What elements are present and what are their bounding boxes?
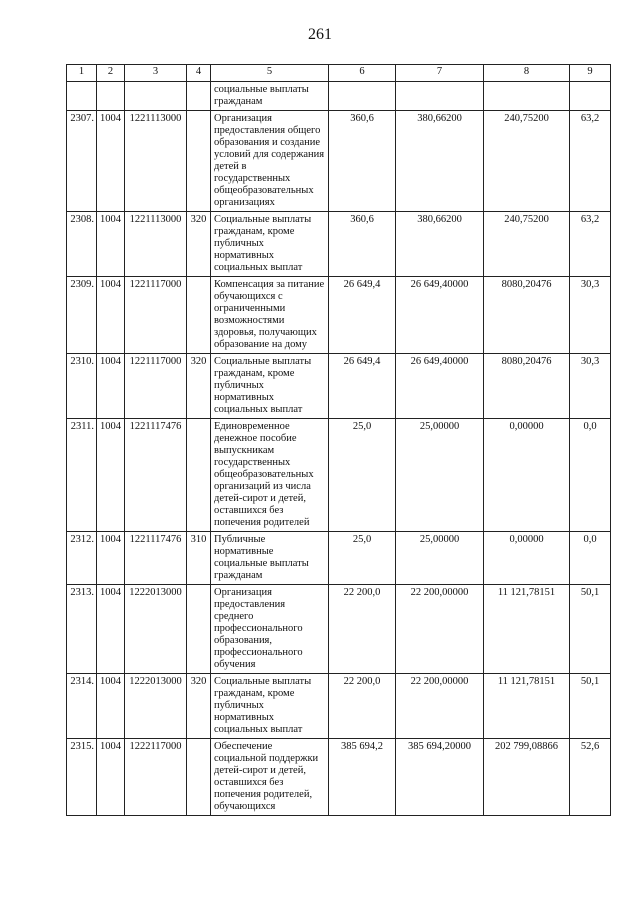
section-code: 1004 (97, 212, 125, 277)
target-article-code: 1221117000 (125, 277, 187, 354)
item-name: Компенсация за питание обучающихся с ограниченными возможностями здоровья, получающих образование на дому (211, 277, 329, 354)
col-header-7: 7 (396, 65, 484, 82)
value-col9: 52,6 (570, 739, 611, 816)
col-header-5: 5 (211, 65, 329, 82)
value-col6: 25,0 (329, 419, 396, 532)
value-col8: 8080,20476 (484, 277, 570, 354)
value-col8: 0,00000 (484, 532, 570, 585)
col-header-1: 1 (67, 65, 97, 82)
section-code: 1004 (97, 585, 125, 674)
target-article-code: 1221113000 (125, 111, 187, 212)
row-number: 2314. (67, 674, 97, 739)
section-code: 1004 (97, 532, 125, 585)
value-col7: 380,66200 (396, 212, 484, 277)
value-col8: 240,75200 (484, 212, 570, 277)
value-col8: 0,00000 (484, 419, 570, 532)
target-article-code: 1222013000 (125, 674, 187, 739)
expense-type-code (187, 82, 211, 111)
col-header-8: 8 (484, 65, 570, 82)
value-col7: 25,00000 (396, 532, 484, 585)
table-row (67, 585, 611, 674)
row-number: 2309. (67, 277, 97, 354)
expense-type-code (187, 419, 211, 532)
target-article-code: 1221117476 (125, 532, 187, 585)
budget-table (66, 64, 611, 816)
target-article-code: 1221117476 (125, 419, 187, 532)
expense-type-code: 310 (187, 532, 211, 585)
row-number: 2308. (67, 212, 97, 277)
target-article-code: 1222117000 (125, 739, 187, 816)
row-number: 2311. (67, 419, 97, 532)
value-col8: 202 799,08866 (484, 739, 570, 816)
expense-type-code (187, 277, 211, 354)
row-number: 2315. (67, 739, 97, 816)
section-code: 1004 (97, 739, 125, 816)
item-name: Организация предоставления общего образования и создание условий для содержания детей в государственных общеобразовательных организациях (211, 111, 329, 212)
item-name: Социальные выплаты гражданам, кроме публичных нормативных социальных выплат (211, 354, 329, 419)
expense-type-code (187, 585, 211, 674)
value-col6: 22 200,0 (329, 674, 396, 739)
item-name: Социальные выплаты гражданам, кроме публичных нормативных социальных выплат (211, 674, 329, 739)
row-number: 2313. (67, 585, 97, 674)
target-article-code: 1221117000 (125, 354, 187, 419)
table-row (67, 82, 611, 111)
value-col6 (329, 82, 396, 111)
value-col7: 385 694,20000 (396, 739, 484, 816)
col-header-2: 2 (97, 65, 125, 82)
table-row (67, 111, 611, 212)
value-col8 (484, 82, 570, 111)
section-code: 1004 (97, 419, 125, 532)
value-col9: 50,1 (570, 585, 611, 674)
section-code: 1004 (97, 674, 125, 739)
expense-type-code: 320 (187, 354, 211, 419)
col-header-4: 4 (187, 65, 211, 82)
value-col9: 63,2 (570, 212, 611, 277)
value-col9 (570, 82, 611, 111)
value-col6: 360,6 (329, 212, 396, 277)
value-col7: 26 649,40000 (396, 277, 484, 354)
value-col7: 380,66200 (396, 111, 484, 212)
table-row (67, 532, 611, 585)
row-number: 2312. (67, 532, 97, 585)
target-article-code (125, 82, 187, 111)
value-col7 (396, 82, 484, 111)
value-col6: 360,6 (329, 111, 396, 212)
value-col8: 8080,20476 (484, 354, 570, 419)
item-name: Обеспечение социальной поддержки детей-сирот и детей, оставшихся без попечения родителей, обучающихся (211, 739, 329, 816)
value-col9: 30,3 (570, 277, 611, 354)
section-code: 1004 (97, 111, 125, 212)
value-col9: 63,2 (570, 111, 611, 212)
item-name: Единовременное денежное пособие выпускникам государственных общеобразовательных организаций из числа детей-сирот и детей, оставшихся без попечения родителей (211, 419, 329, 532)
section-code (97, 82, 125, 111)
value-col8: 240,75200 (484, 111, 570, 212)
value-col6: 25,0 (329, 532, 396, 585)
expense-type-code (187, 111, 211, 212)
col-header-3: 3 (125, 65, 187, 82)
row-number: 2307. (67, 111, 97, 212)
table-row (67, 354, 611, 419)
value-col7: 25,00000 (396, 419, 484, 532)
expense-type-code: 320 (187, 674, 211, 739)
value-col8: 11 121,78151 (484, 585, 570, 674)
row-number: 2310. (67, 354, 97, 419)
table-row (67, 674, 611, 739)
value-col6: 26 649,4 (329, 277, 396, 354)
value-col7: 26 649,40000 (396, 354, 484, 419)
value-col8: 11 121,78151 (484, 674, 570, 739)
col-header-6: 6 (329, 65, 396, 82)
value-col9: 0,0 (570, 532, 611, 585)
value-col7: 22 200,00000 (396, 585, 484, 674)
item-name: Публичные нормативные социальные выплаты гражданам (211, 532, 329, 585)
value-col7: 22 200,00000 (396, 674, 484, 739)
item-name: Социальные выплаты гражданам, кроме публичных нормативных социальных выплат (211, 212, 329, 277)
col-header-9: 9 (570, 65, 611, 82)
value-col9: 30,3 (570, 354, 611, 419)
table-row (67, 419, 611, 532)
header-row (67, 65, 611, 82)
target-article-code: 1221113000 (125, 212, 187, 277)
value-col9: 0,0 (570, 419, 611, 532)
table-row (67, 277, 611, 354)
section-code: 1004 (97, 354, 125, 419)
table-row (67, 212, 611, 277)
page-number: 261 (308, 26, 332, 43)
item-name: социальные выплаты гражданам (211, 82, 329, 111)
value-col6: 385 694,2 (329, 739, 396, 816)
target-article-code: 1222013000 (125, 585, 187, 674)
row-number (67, 82, 97, 111)
value-col6: 22 200,0 (329, 585, 396, 674)
section-code: 1004 (97, 277, 125, 354)
table-row (67, 739, 611, 816)
value-col9: 50,1 (570, 674, 611, 739)
value-col6: 26 649,4 (329, 354, 396, 419)
expense-type-code (187, 739, 211, 816)
expense-type-code: 320 (187, 212, 211, 277)
item-name: Организация предоставления среднего профессионального образования, профессионального обучения (211, 585, 329, 674)
